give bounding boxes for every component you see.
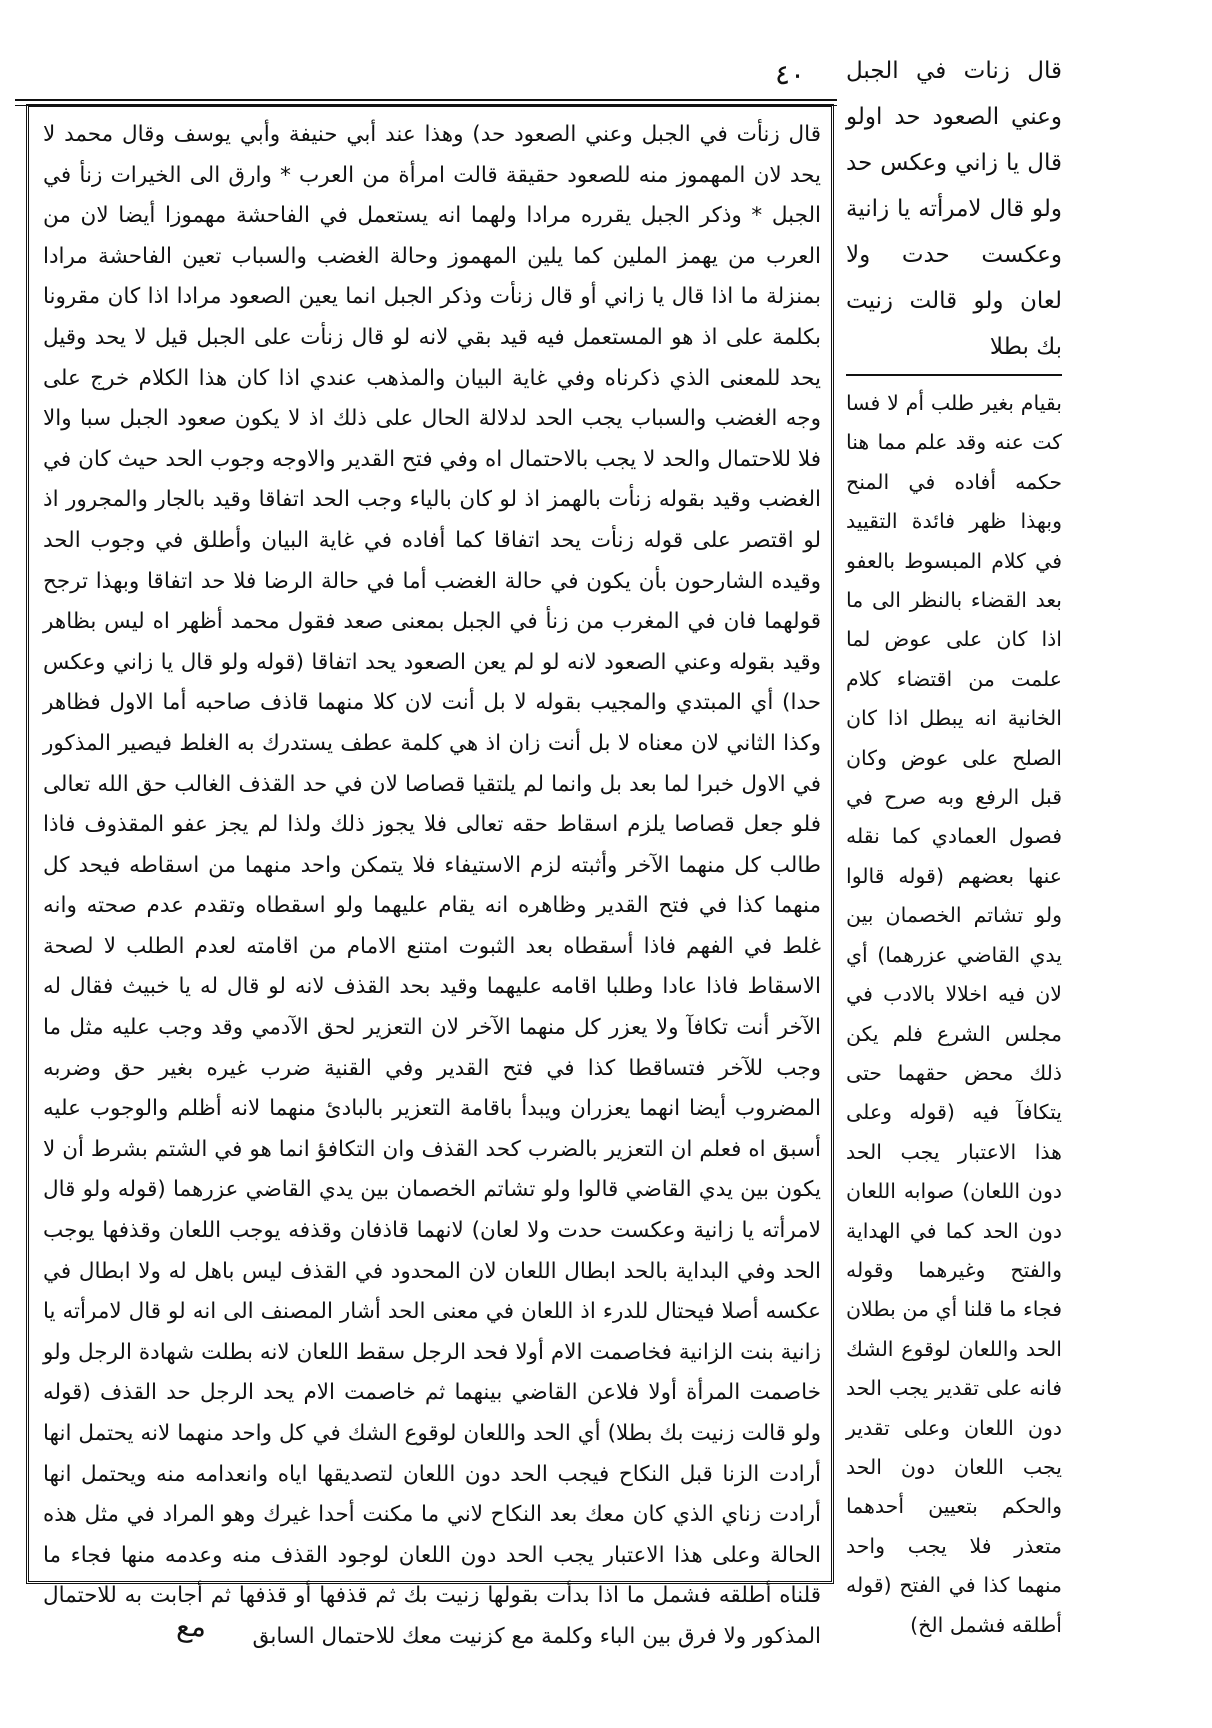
page-number: ٤٠	[774, 58, 806, 91]
margin-lower-note: بقيام بغير طلب أم لا فسا كت عنه وقد علم مما هنا حكمه أفاده في المنح وبهذا ظهر فائدة التقييد في كلام المبسوط بالعفو بعد القضاء بالنظر الى ما اذا كان على عوض لما علمت من اقتضاء كلام الخانية انه يبطل اذا كان الصلح على عوض وكان قبل الرفع وبه صرح في فصول العمادي كما نقله عنها بعضهم (قوله قالوا ولو تشاتم الخصمان بين يدي القاضي عزرهما) أي لان فيه اخلالا بالادب في مجلس الشرع فلم يكن ذلك محض حقهما حتى يتكافآ فيه (قوله وعلى هذا الاعتبار يجب الحد دون اللعان) صوابه اللعان دون الحد كما في الهداية والفتح وغيرهما وقوله فجاء ما قلنا أي من بطلان الحد واللعان لوقوع الشك فانه على تقدير يجب الحد دون اللعان وعلى تقدير يجب اللعان دون الحد والحكم بتعيين أحدهما متعذر فلا يجب واحد منهما كذا في الفتح (قوله أطلقه فشمل الخ)	[846, 391, 1062, 1637]
catchword: مع	[176, 1610, 206, 1643]
main-text-body	[43, 115, 821, 1649]
main-paragraph: قال زنأت في الجبل وعني الصعود حد) وهذا عند أبي حنيفة وأبي يوسف وقال محمد لا يحد لان المهموز منه للصعود حقيقة قالت امرأة من العرب * وارق الى الخيرات زنأ في الجبل * وذكر الجبل يقرره مرادا ولهما انه يستعمل في الفاحشة مهموزا أيضا لان من العرب من يهمز الملين كما يلين المهموز وحالة الغضب والسباب تعين الفاحشة مرادا بمنزلة ما اذا قال يا زاني أو قال زنأت وذكر الجبل انما يعين الصعود مرادا اذا كان مقرونا بكلمة على اذ هو المستعمل فيه قيد بقي لانه لو قال زنأت على الجبل قيل لا يحد وقيل يحد للمعنى الذي ذكرناه وفي غاية البيان والمذهب عندي اذا كان هذا الكلام خرج على وجه الغضب والسباب يجب الحد لدلالة الحال على ذلك اذ لا يكون صعود الجبل سبا والا فلا للاحتمال والحد لا يجب بالاحتمال اه وفي فتح القدير والاوجه وجوب الحد حيث كان في الغضب وقيد بقوله زنأت بالهمز اذ لو كان بالياء وجب الحد اتفاقا وقيد بالجار والمجرور اذ لو اقتصر على قوله زنأت يحد اتفاقا كما أفاده في غاية البيان وأطلق في وجوب الحد وقيده الشارحون بأن يكون في حالة الغضب أما في حالة الرضا فلا حد اتفاقا وبهذا ترجح قولهما فان في المغرب من زنأ في الجبل بمعنى صعد فقول محمد أظهر اه ليس بظاهر وقيد بقوله وعني الصعود لانه لو لم يعن الصعود يحد اتفاقا (قوله ولو قال يا زاني وعكس حدا) أي المبتدي والمجيب بقوله لا بل أنت لان كلا منهما قاذف صاحبه أما الاول فظاهر وكذا الثاني لان معناه لا بل أنت زان اذ هي كلمة عطف يستدرك به الغلط فيصير المذكور في الاول خبرا لما بعد بل وانما لم يلتقيا قصاصا لان في حد القذف الغالب حق الله تعالى فلو جعل قصاصا يلزم اسقاط حقه تعالى فلا يجوز ذلك ولذا لم يجز عفو المقذوف فاذا طالب كل منهما الآخر وأثبته لزم الاستيفاء فلا يتمكن واحد منهما من اسقاطه فيحد كل منهما كذا في فتح القدير وظاهره انه يقام عليهما ولو اسقطاه وتقدم عدم صحته وانه غلط في الفهم فاذا أسقطاه بعد الثبوت امتنع الامام من اقامته لعدم الطلب لا لصحة الاسقاط فاذا عادا وطلبا اقامه عليهما وقيد بحد القذف لانه لو قال له يا خبيث فقال له الآخر أنت تكافآ ولا يعزر كل منهما الآخر لان التعزير لحق الآدمي وقد وجب عليه مثل ما وجب للآخر فتساقطا كذا في فتح القدير وفي القنية ضرب غيره بغير حق وضربه المضروب أيضا انهما يعزران ويبدأ باقامة التعزير بالبادئ منهما لانه أظلم والوجوب عليه أسبق اه فعلم ان التعزير بالضرب كحد القذف وان التكافؤ انما هو في الشتم بشرط أن لا يكون بين يدي القاضي قالوا ولو تشاتم الخصمان بين يدي القاضي عزرهما (قوله ولو قال لامرأته يا زانية وعكست حدت ولا لعان) لانهما قاذفان وقذفه يوجب اللعان وقذفها يوجب الحد وفي البداية بالحد ابطال اللعان لان المحدود في القذف ليس باهل له ولا ابطال في عكسه أصلا فيحتال للدرء اذ اللعان في معنى الحد أشار المصنف الى انه لو قال لامرأته يا زانية بنت الزانية فخاصمت الام أولا فحد الرجل سقط اللعان لانه بطلت شهادة الرجل ولو خاصمت المرأة أولا فلاعن القاضي بينهما ثم خاصمت الام يحد الرجل حد القذف (قوله ولو قالت زنيت بك بطلا) أي الحد واللعان لوقوع الشك في كل واحد منهما لانه يحتمل انها أرادت الزنا قبل النكاح فيجب الحد دون اللعان لتصديقها اياه وانعدامه منه ويحتمل انها أرادت زناي الذي كان معك بعد النكاح لاني ما مكنت أحدا غيرك وهو المراد في مثل هذه الحالة وعلى هذا الاعتبار يجب الحد دون اللعان لوجود القذف منه وعدمه منها فجاء ما قلناه أطلقه فشمل ما اذا بدأت بقولها زنيت بك ثم قذفها أو قذفها ثم أجابت به للاحتمال المذكور ولا فرق بين الباء وكلمة مع كزنيت معك للاحتمال السابق	[43, 122, 821, 1649]
main-text-frame	[26, 104, 834, 1649]
margin-commentary	[846, 48, 1062, 1637]
margin-upper-note: قال زنات في الجبل وعني الصعود حد اولو قال يا زاني وعكس حد ولو قال لامرأته يا زانية وعكست حدت ولا لعان ولو قالت زنيت بك بطلا	[846, 48, 1062, 376]
